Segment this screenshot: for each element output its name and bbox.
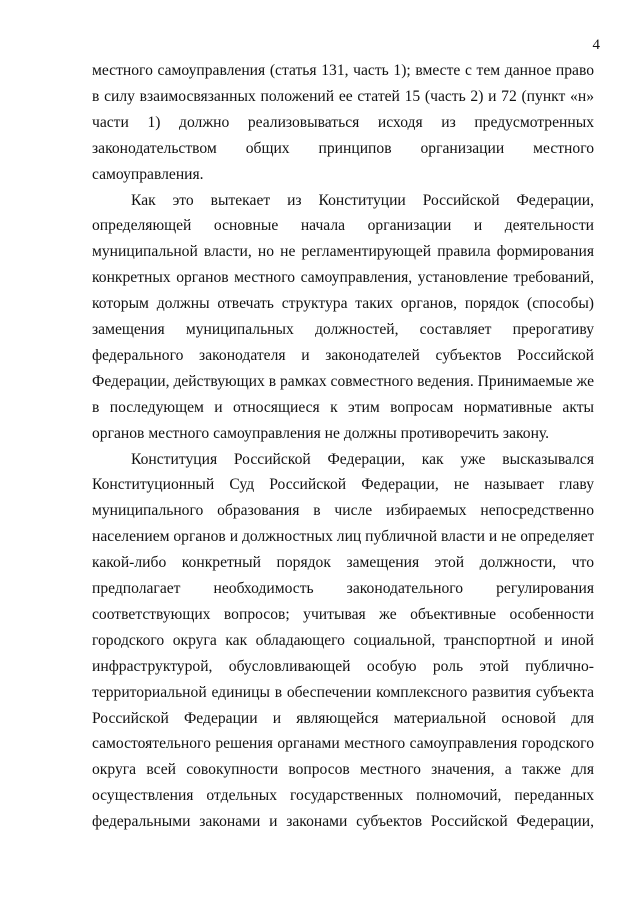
text-line: Российской Федерации и являющейся материальной основой для [92, 709, 594, 727]
text-line: городского округа как обладающего социальной, транспортной и иной [92, 631, 594, 649]
text-line: определяющей основные начала организации и деятельности [92, 217, 594, 235]
text-line: федерального законодателя и законодателей субъектов Российской [92, 346, 594, 364]
text-line: в силу взаимосвязанных положений ее статей 15 (часть 2) и 72 (пункт «н» [92, 87, 594, 105]
text-line: Федерации, действующих в рамках совместного ведения. Принимаемые же [92, 372, 594, 390]
page-number: 4 [592, 37, 600, 53]
text-line: федеральными законами и законами субъектов Российской Федерации, [92, 813, 594, 831]
text-line: муниципального образования в числе избираемых непосредственно [92, 502, 594, 520]
text-line: в последующем и относящиеся к этим вопросам нормативные акты [92, 398, 594, 416]
text-line: Конституция Российской Федерации, как уже высказывался [131, 450, 594, 468]
text-line: замещения муниципальных должностей, составляет прерогативу [92, 321, 594, 338]
text-line: самостоятельного решения органами местного самоуправления городского [92, 735, 594, 753]
text-line: предполагает необходимость законодательного регулирования [92, 580, 594, 597]
text-line: законодательством общих принципов организации местного [92, 139, 594, 157]
text-line: муниципальной власти, но не регламентирующей правила формирования [92, 243, 594, 261]
text-line: части 1) должно реализовываться исходя из предусмотренных [92, 113, 594, 131]
text-line: конкретных органов местного самоуправления, установление требований, [92, 269, 594, 287]
text-line: осуществления отдельных государственных полномочий, переданных [92, 787, 594, 805]
text-line: Конституционный Суд Российской Федерации, не называет главу [92, 476, 594, 494]
text-line: территориальной единицы в обеспечении комплексного развития субъекта [92, 683, 594, 701]
text-line: самоуправления. [92, 165, 204, 183]
text-line: местного самоуправления (статья 131, часть 1); вместе с тем данное право [92, 62, 594, 79]
text-line: инфраструктурой, обусловливающей особую роль этой публично- [92, 657, 594, 675]
text-line: какой-либо конкретный порядок замещения этой должности, что [92, 554, 594, 572]
text-line: округа всей совокупности вопросов местного значения, а также для [92, 761, 594, 779]
text-line: Как это вытекает из Конституции Российской Федерации, [131, 191, 594, 209]
text-line: органов местного самоуправления не должны противоречить закону. [92, 424, 550, 442]
text-line: соответствующих вопросов; учитывая же объективные особенности [92, 605, 594, 623]
text-line: которым должны отвечать структура таких органов, порядок (способы) [92, 295, 594, 313]
text-line: населением органов и должностных лиц публичной власти и не определяет [92, 528, 594, 546]
